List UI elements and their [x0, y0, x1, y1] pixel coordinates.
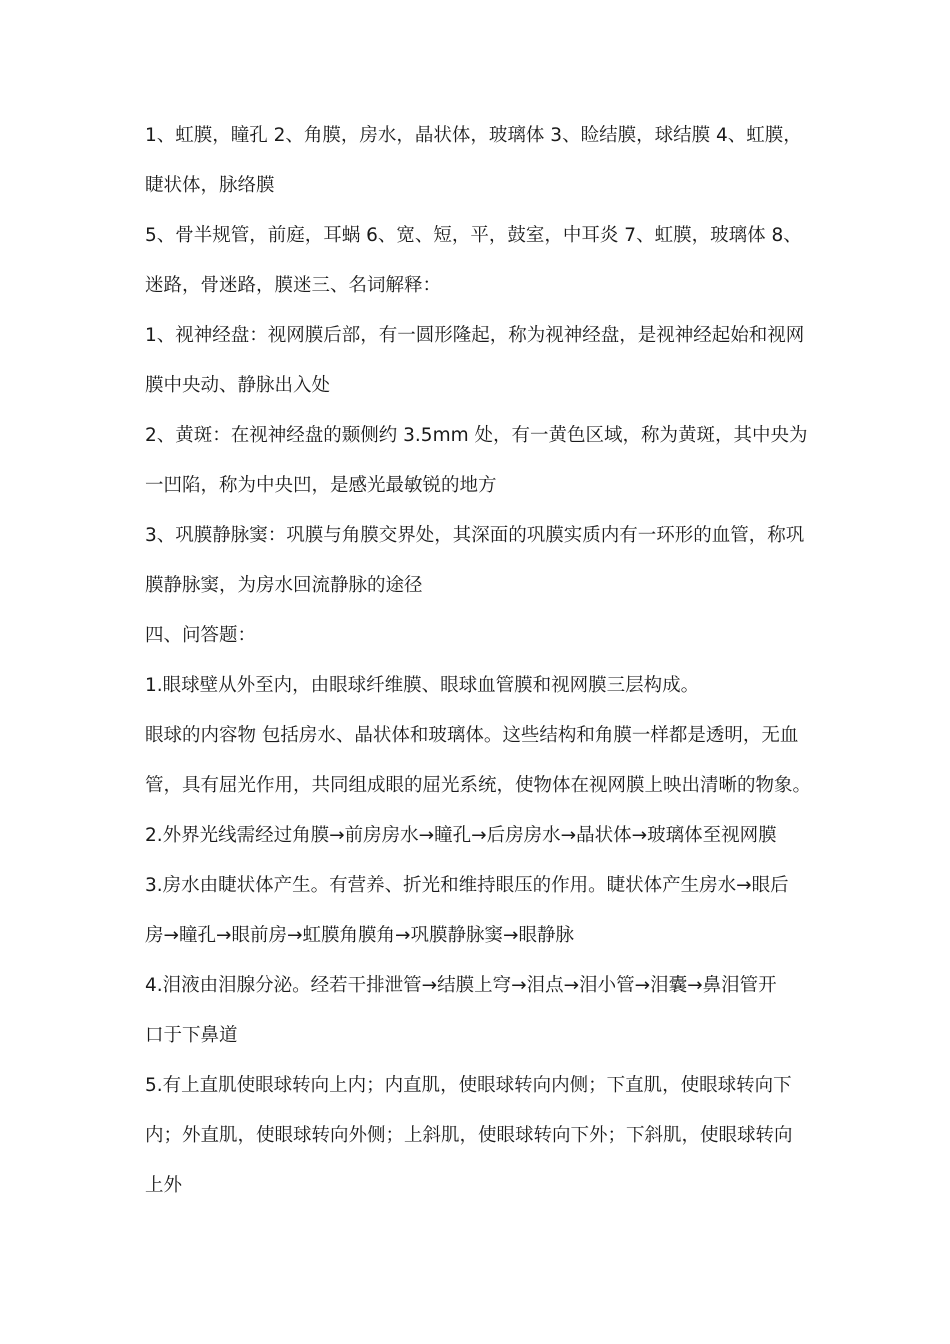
text-line-3: 5、骨半规管，前庭，耳蜗 6、宽、短，平，鼓室，中耳炎 7、虹膜，玻璃体 8、 — [145, 225, 802, 246]
text-line-22: 上外 — [145, 1175, 183, 1196]
text-line-10: 膜静脉窦，为房水回流静脉的途径 — [145, 575, 423, 596]
text-line-15: 2.外界光线需经过角膜→前房房水→瞳孔→后房房水→晶状体→玻璃体至视网膜 — [145, 825, 777, 846]
text-line-2: 睫状体，脉络膜 — [145, 175, 275, 196]
text-line-1: 1、虹膜，瞳孔 2、角膜，房水，晶状体，玻璃体 3、睑结膜，球结膜 4、虹膜， — [145, 125, 802, 146]
text-line-19: 口于下鼻道 — [145, 1025, 238, 1046]
text-line-17: 房→瞳孔→眼前房→虹膜角膜角→巩膜静脉窦→眼静脉 — [145, 925, 575, 946]
text-line-13: 眼球的内容物 包括房水、晶状体和玻璃体。这些结构和角膜一样都是透明，无血 — [145, 725, 799, 746]
text-line-7: 2、黄斑：在视神经盘的颞侧约 3.5mm 处，有一黄色区域，称为黄斑，其中央为 — [145, 425, 808, 446]
text-line-20: 5.有上直肌使眼球转向上内；内直肌，使眼球转向内侧；下直肌，使眼球转向下 — [145, 1075, 792, 1096]
text-line-8: 一凹陷，称为中央凹，是感光最敏锐的地方 — [145, 475, 497, 496]
text-line-9: 3、巩膜静脉窦：巩膜与角膜交界处，其深面的巩膜实质内有一环形的血管，称巩 — [145, 525, 805, 546]
document-body — [145, 111, 835, 1211]
text-line-21: 内；外直肌，使眼球转向外侧；上斜肌，使眼球转向下外；下斜肌，使眼球转向 — [145, 1125, 793, 1146]
text-line-5: 1、视神经盘：视网膜后部，有一圆形隆起，称为视神经盘，是视神经起始和视网 — [145, 325, 805, 346]
text-line-14: 管，具有屈光作用，共同组成眼的屈光系统，使物体在视网膜上映出清晰的物象。 — [145, 775, 812, 796]
text-line-4: 迷路，骨迷路，膜迷三、名词解释： — [145, 275, 442, 296]
text-line-6: 膜中央动、静脉出入处 — [145, 375, 331, 396]
section-heading: 四、问答题： — [145, 625, 257, 646]
text-line-18: 4.泪液由泪腺分泌。经若干排泄管→结膜上穹→泪点→泪小管→泪囊→鼻泪管开 — [145, 975, 777, 996]
text-line-16: 3.房水由睫状体产生。有营养、折光和维持眼压的作用。睫状体产生房水→眼后 — [145, 875, 789, 896]
text-line-12: 1.眼球壁从外至内，由眼球纤维膜、眼球血管膜和视网膜三层构成。 — [145, 675, 700, 696]
